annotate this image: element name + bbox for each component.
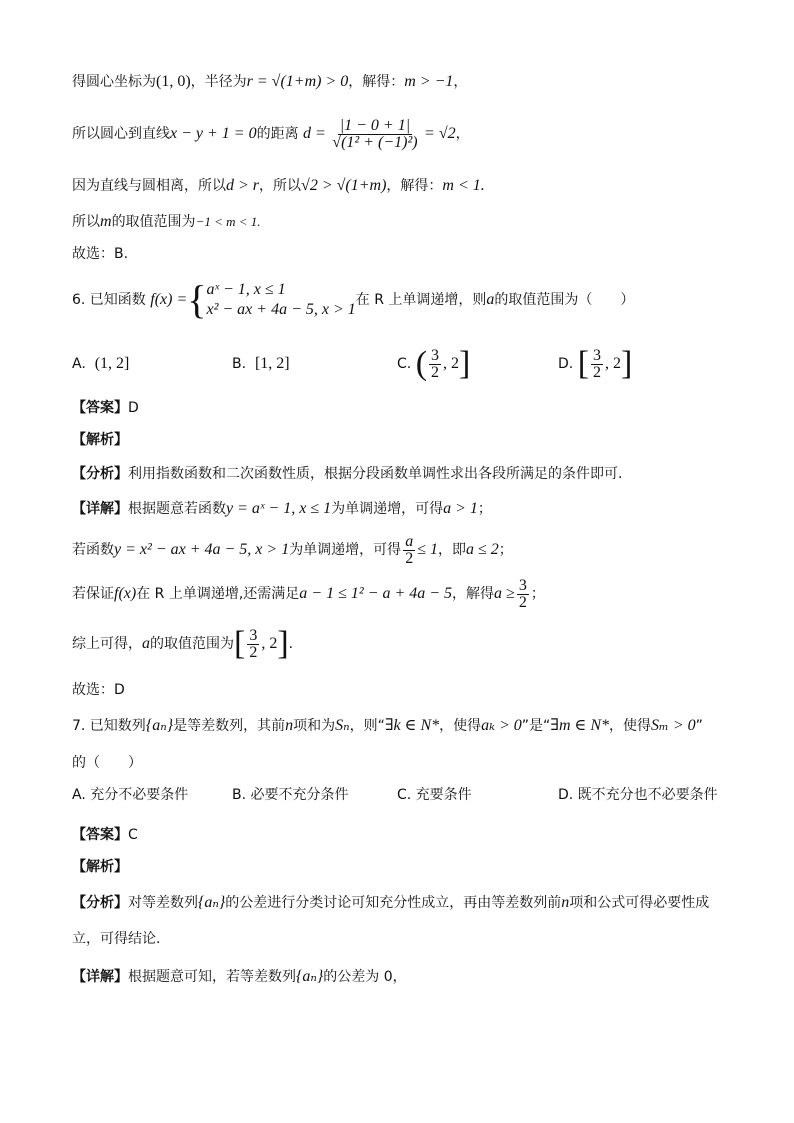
option-value: , 2 bbox=[605, 355, 622, 372]
text: 是等差数列，其前 bbox=[173, 718, 286, 734]
text: 根据题意可知，若等差数列 bbox=[128, 969, 296, 985]
brace-symbol: { bbox=[187, 277, 207, 322]
option-value: (1, 2] bbox=[94, 355, 130, 372]
analysis-tag: 【解析】 bbox=[72, 432, 128, 448]
text: 对等差数列 bbox=[128, 895, 198, 911]
math-line-equation: x − y + 1 = 0 bbox=[170, 125, 257, 142]
text: ” bbox=[695, 718, 703, 734]
solution-choose-b: 故选：B. bbox=[72, 246, 129, 262]
fenxi-line-7b: 立，可得结论. bbox=[72, 931, 161, 947]
fraction-numerator: |1 − 0 + 1| bbox=[339, 116, 411, 134]
math: y = aˣ − 1, x ≤ 1 bbox=[226, 500, 332, 517]
text: 项和公式可得必要性成 bbox=[569, 895, 710, 911]
question-number: 7. 已知数列 bbox=[72, 718, 146, 734]
option-a[interactable] bbox=[72, 344, 129, 384]
option-label: D. bbox=[558, 356, 574, 372]
math: a − 1 ≤ 1² − a + 4a − 5 bbox=[299, 585, 453, 602]
detail-line-4 bbox=[72, 622, 293, 666]
analysis-heading bbox=[72, 430, 128, 450]
option-c[interactable]: C. 充要条件 bbox=[397, 787, 472, 803]
math: n bbox=[285, 717, 294, 734]
analysis-heading-7 bbox=[72, 857, 128, 877]
fraction-numerator: a bbox=[405, 532, 414, 550]
distance-fraction bbox=[332, 118, 417, 151]
text: 所以圆心到直线 bbox=[72, 126, 170, 142]
option-label: C. bbox=[397, 356, 412, 372]
math-seq: {aₙ} bbox=[198, 894, 226, 911]
text: 所以 bbox=[72, 214, 100, 230]
math: a > 1 bbox=[443, 500, 478, 517]
text: 项和为 bbox=[293, 718, 336, 734]
math: ∃m ∈ N* bbox=[550, 717, 610, 734]
question-number: 6. 已知函数 bbox=[72, 292, 146, 308]
detail-line-2 bbox=[72, 532, 513, 568]
close-bracket: ] bbox=[459, 345, 471, 382]
fraction-denominator: 2 bbox=[518, 593, 527, 611]
text: 的取值范围为 bbox=[150, 636, 234, 652]
math-m: m bbox=[100, 213, 112, 230]
math: n bbox=[561, 894, 570, 911]
text: ，即 bbox=[437, 542, 466, 558]
fraction-denominator: 2 bbox=[405, 549, 414, 567]
math: ≤ 1 bbox=[417, 541, 438, 558]
text: 为单调递增，可得 bbox=[331, 501, 444, 517]
text: 综上可得， bbox=[72, 636, 142, 652]
math-fx: f(x) = bbox=[150, 291, 188, 308]
math: Sₙ bbox=[335, 717, 350, 734]
option-label: B. bbox=[232, 356, 247, 372]
option-c[interactable] bbox=[397, 344, 470, 384]
piecewise-cases bbox=[206, 280, 355, 320]
math: f(x) bbox=[114, 585, 137, 602]
fraction bbox=[247, 628, 259, 661]
math-inequality: m > −1 bbox=[404, 73, 454, 90]
open-bracket: [ bbox=[234, 625, 246, 662]
fraction bbox=[517, 578, 529, 611]
answer-value: D bbox=[128, 400, 139, 416]
text: ，半径为 bbox=[190, 74, 247, 90]
detail-tag: 【详解】 bbox=[72, 501, 128, 517]
text: ； bbox=[530, 586, 545, 602]
fraction-denominator: 2 bbox=[431, 363, 440, 381]
math-seq: {aₙ} bbox=[145, 717, 174, 734]
text: 在 R 上单调递增，则 bbox=[355, 292, 487, 308]
text: 的取值范围为 bbox=[111, 214, 196, 230]
analysis-tag: 【解析】 bbox=[72, 859, 128, 875]
text: 因为直线与圆相离，所以 bbox=[72, 178, 226, 194]
text: 为单调递增，可得 bbox=[289, 542, 402, 558]
fraction-numerator: 3 bbox=[431, 346, 440, 364]
option-d[interactable] bbox=[558, 344, 632, 384]
text: ，使得 bbox=[609, 718, 652, 734]
fraction bbox=[591, 348, 603, 381]
text: ”是“ bbox=[521, 718, 551, 734]
fenxi-text: 利用指数函数和二次函数性质，根据分段函数单调性求出各段所满足的条件即可. bbox=[128, 466, 623, 482]
math: a ≤ 2 bbox=[465, 541, 499, 558]
math-d: d = bbox=[303, 125, 326, 142]
question-6-stem bbox=[72, 278, 634, 322]
text: ， bbox=[453, 74, 468, 90]
answer-value: C bbox=[128, 827, 138, 843]
text: 的距离 bbox=[256, 126, 299, 142]
piecewise-case-2: x² − ax + 4a − 5, x > 1 bbox=[206, 301, 356, 318]
solution-line-separate bbox=[72, 176, 485, 196]
fraction-numerator: 3 bbox=[249, 626, 258, 644]
option-b[interactable]: B. 必要不充分条件 bbox=[232, 787, 349, 803]
text: ，解得： bbox=[348, 74, 405, 90]
text: 的公差为 0， bbox=[323, 969, 407, 985]
text: ； bbox=[477, 501, 492, 517]
open-paren: ( bbox=[415, 345, 428, 382]
math: Sₘ > 0 bbox=[651, 717, 696, 734]
fraction-denominator: 2 bbox=[593, 363, 602, 381]
fraction-numerator: 3 bbox=[593, 346, 602, 364]
fraction-denominator: 2 bbox=[249, 643, 258, 661]
fraction bbox=[403, 534, 415, 567]
text: 的公差进行分类讨论可知充分性成立，再由等差数列前 bbox=[225, 895, 562, 911]
option-value: [1, 2] bbox=[254, 355, 290, 372]
solution-line-distance bbox=[72, 112, 470, 156]
fraction bbox=[429, 348, 441, 381]
question-7-stem-line1 bbox=[72, 716, 703, 736]
detail-line-1 bbox=[72, 499, 492, 519]
math-center: (1, 0) bbox=[156, 73, 191, 90]
fraction-numerator: 3 bbox=[518, 576, 527, 594]
fenxi-line-7 bbox=[72, 893, 709, 913]
text: ，解得： bbox=[386, 178, 443, 194]
fenxi-line bbox=[72, 464, 622, 484]
fraction-denominator: √(1² + (−1)²) bbox=[332, 133, 418, 151]
math: , 2 bbox=[261, 635, 278, 652]
math: a bbox=[142, 635, 150, 652]
solution-line-center bbox=[72, 72, 467, 92]
math-a: a bbox=[486, 291, 495, 308]
detail-line-7 bbox=[72, 967, 407, 987]
option-a[interactable]: A. 充分不必要条件 bbox=[72, 787, 189, 803]
text: ，使得 bbox=[439, 718, 482, 734]
piecewise-case-1: aˣ − 1, x ≤ 1 bbox=[206, 281, 286, 298]
math-m-lt-1: m < 1. bbox=[442, 177, 485, 194]
text: ， bbox=[455, 126, 470, 142]
option-label: A. bbox=[72, 356, 86, 372]
text: 得圆心坐标为 bbox=[72, 74, 156, 90]
detail-line-3 bbox=[72, 574, 545, 614]
choose-d: 故选：D bbox=[72, 682, 125, 698]
text: ，解得 bbox=[452, 586, 495, 602]
close-bracket: ] bbox=[621, 345, 633, 382]
option-b[interactable] bbox=[232, 344, 290, 384]
text: 的取值范围为（ ） bbox=[494, 292, 635, 308]
math-seq: {aₙ} bbox=[296, 968, 324, 985]
text: 根据题意若函数 bbox=[128, 501, 226, 517]
open-bracket: [ bbox=[577, 345, 590, 382]
detail-tag: 【详解】 bbox=[72, 969, 128, 985]
fenxi-tag: 【分析】 bbox=[72, 466, 128, 482]
fenxi-tag: 【分析】 bbox=[72, 895, 128, 911]
math: a ≥ bbox=[494, 585, 515, 602]
question-7-stem-line2: 的（ ） bbox=[72, 755, 142, 771]
math-d-gt-r: d > r bbox=[226, 177, 260, 194]
answer-tag: 【答案】 bbox=[72, 400, 128, 416]
text: ，所以 bbox=[259, 178, 302, 194]
answer-tag: 【答案】 bbox=[72, 827, 128, 843]
math-radius: r = √(1+m) > 0 bbox=[246, 73, 349, 90]
text: 若保证 bbox=[72, 586, 114, 602]
text: ； bbox=[498, 542, 513, 558]
math: ∃k ∈ N* bbox=[384, 717, 440, 734]
math: aₖ > 0 bbox=[481, 717, 522, 734]
math-sqrt-ineq: √2 > √(1+m) bbox=[301, 177, 387, 194]
text: ，则“ bbox=[349, 718, 385, 734]
option-value: , 2 bbox=[443, 355, 460, 372]
text: 若函数 bbox=[72, 542, 114, 558]
answer-line-7 bbox=[72, 825, 138, 845]
answer-line bbox=[72, 398, 139, 418]
close-bracket: ] bbox=[277, 625, 289, 662]
solution-line-range bbox=[72, 212, 261, 232]
option-d[interactable]: D. 既不充分也不必要条件 bbox=[558, 787, 718, 803]
text: . bbox=[288, 636, 294, 652]
math-range: −1 < m < 1. bbox=[195, 214, 261, 229]
math-result: = √2 bbox=[424, 125, 456, 142]
text: 在 R 上单调递增,还需满足 bbox=[136, 586, 300, 602]
math: y = x² − ax + 4a − 5, x > 1 bbox=[114, 541, 290, 558]
